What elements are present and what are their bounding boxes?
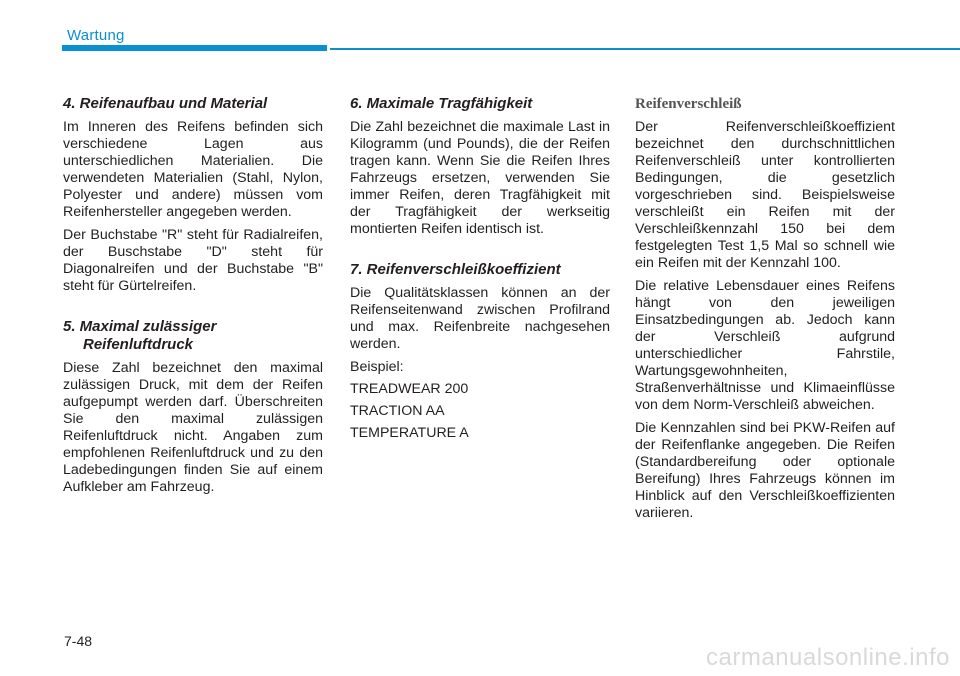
paragraph: Im Inneren des Reifens befinden sich verschiedene Lagen aus unterschiedlichen Materialien. Die verwendeten Materialien (Stahl, Nylon, Polyester und andere) müssen vom Reifenhersteller angegeben werden. — [63, 119, 323, 220]
column-2 — [350, 95, 610, 447]
heading-wear-coefficient: 7. Reifenverschleißkoeffizient — [350, 261, 561, 278]
paragraph: Der Reifenverschleißkoeffizient bezeichnet den durchschnittlichen Reifenverschleiß unter kontrollierten Bedingungen, die gesetzlich vorgeschrieben sind. Beispielsweise verschleißt ein Reifen mit der Verschleißkennzahl 150 bei dem festgelegten Test 1,5 Mal so schnell wie ein Reifen mit der Kennzahl 100. — [635, 119, 895, 271]
paragraph: Die Zahl bezeichnet die maximale Last in Kilogramm (und Pounds), die der Reifen tragen kann. Wenn Sie die Reifen Ihres Fahrzeugs ersetzen, verwenden Sie immer Reifen, deren Tragfähigkeit mit der Tragfähigkeit der werkseitig montierten Reifen identisch ist. — [350, 119, 610, 237]
paragraph: Die relative Lebensdauer eines Reifens hängt von den jeweiligen Einsatzbedingungen ab. Jedoch kann der Verschleiß aufgrund unterschiedlicher Fahrstile, Wartungsgewohnheiten, Straßenverhältnisse und Klimaeinflüsse von dem Norm-Verschleiß abweichen. — [635, 278, 895, 413]
watermark: carmanualsonline.info — [706, 644, 950, 671]
section-label: Wartung — [67, 27, 125, 44]
example-line: TREADWEAR 200 — [350, 381, 469, 397]
header-rule-thick — [62, 45, 327, 51]
heading-max-load: 6. Maximale Tragfähigkeit — [350, 95, 533, 112]
page-number: 7-48 — [64, 633, 93, 649]
paragraph: Die Qualitätsklassen können an der Reifenseitenwand zwischen Profilrand und max. Reifenbreite nachgesehen werden. — [350, 285, 610, 352]
paragraph: Die Kennzahlen sind bei PKW-Reifen auf der Reifenflanke angegeben. Die Reifen (Standardbereifung oder optionale Bereifung) Ihres Fahrzeugs können im Hinblick auf den Verschleißkoeffizienten variieren. — [635, 420, 895, 521]
example-label: Beispiel: — [350, 359, 404, 375]
header-rule-thin — [330, 48, 960, 50]
heading-tire-construction: 4. Reifenaufbau und Material — [63, 95, 268, 112]
example-line: TEMPERATURE A — [350, 425, 469, 441]
column-3 — [635, 95, 895, 528]
paragraph: Diese Zahl bezeichnet den maximal zulässigen Druck, mit dem der Reifen aufgepumpt werden darf. Überschreiten Sie den maximal zulässigen Reifenluftdruck nicht. Angaben zum empfohlenen Reifenluftdruck und zu den Ladebedingungen finden Sie auf einem Aufkleber am Fahrzeug. — [63, 360, 323, 495]
heading-max-pressure: 5. Maximal zulässiger Reifenluftdruck — [63, 318, 217, 353]
heading-tire-wear: Reifenverschleiß — [635, 96, 742, 112]
column-1 — [63, 95, 323, 502]
example-line: TRACTION AA — [350, 403, 445, 419]
paragraph: Der Buchstabe "R" steht für Radialreifen, der Buschstabe "D" steht für Diagonalreifen und der Buchstabe "B" steht für Gürtelreifen. — [63, 227, 323, 294]
